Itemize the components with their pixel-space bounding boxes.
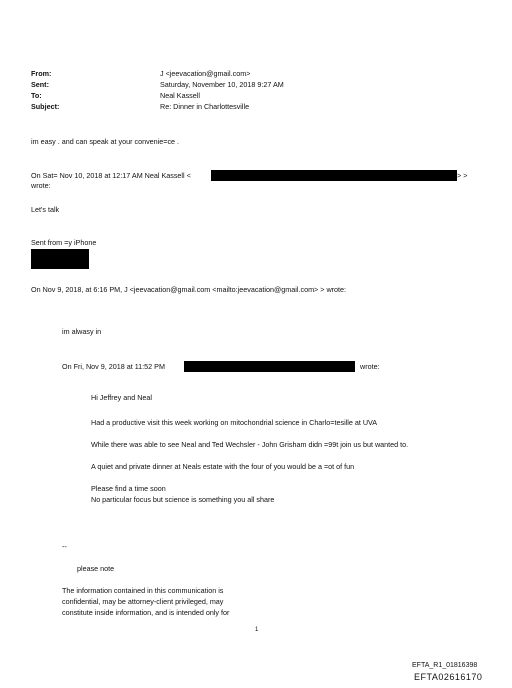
quote3-wrote: wrote:: [360, 362, 380, 371]
paragraph-2: While there was able to see Neal and Ted Wechsler - John Grisham didn =99t join us but wanted to.: [91, 440, 409, 449]
sent-label: Sent:: [31, 80, 49, 89]
paragraph-4a: Please find a time soon: [91, 484, 166, 493]
paragraph-3: A quiet and private dinner at Neals estate with the four of you would be a =ot of fun: [91, 462, 355, 471]
bates-number-2: EFTA02616170: [414, 672, 483, 682]
from-label: From:: [31, 69, 52, 78]
reply-line: im easy . and can speak at your convenie=ce .: [31, 137, 180, 146]
quote1-suffix: > >: [457, 171, 468, 180]
to-label: To:: [31, 91, 42, 100]
paragraph-4b: No particular focus but science is something you all share: [91, 495, 275, 504]
sent-value: Saturday, November 10, 2018 9:27 AM: [160, 80, 284, 89]
disclaimer-line-2: confidential, may be attorney-client privileged, may: [62, 597, 224, 606]
redaction-bar: [211, 170, 457, 181]
to-value: Neal Kassell: [160, 91, 200, 100]
bates-number-1: EFTA_R1_01816398: [412, 662, 478, 669]
quote3-prefix: On Fri, Nov 9, 2018 at 11:52 PM: [62, 362, 165, 371]
sent-from-line: Sent from =y iPhone: [31, 238, 97, 247]
disclaimer-line-3: constitute inside information, and is intended only for: [62, 608, 230, 617]
lets-talk-line: Let's talk: [31, 205, 60, 214]
quote1-wrote: wrote:: [31, 181, 51, 190]
quote1-prefix: On Sat= Nov 10, 2018 at 12:17 AM Neal Kassell <: [31, 171, 191, 180]
paragraph-1: Had a productive visit this week working on mitochondrial science in Charlo=tesille at UVA: [91, 418, 378, 427]
from-value: J <jeevacation@gmail.com>: [160, 69, 251, 78]
im-alwasy-in-line: im alwasy in: [62, 327, 102, 336]
redaction-bar: [184, 361, 355, 372]
disclaimer-line-1: The information contained in this communication is: [62, 586, 224, 595]
redaction-block: [31, 249, 89, 269]
signature-dashes: --: [62, 542, 67, 551]
please-note-line: please note: [77, 564, 115, 573]
subject-value: Re: Dinner in Charlottesville: [160, 102, 250, 111]
quote2-line: On Nov 9, 2018, at 6:16 PM, J <jeevacation@gmail.com <mailto:jeevacation@gmail.com> > wrote:: [31, 285, 347, 294]
page-number: 1: [255, 627, 259, 633]
subject-label: Subject:: [31, 102, 60, 111]
greeting-line: Hi Jeffrey and Neal: [91, 393, 152, 402]
